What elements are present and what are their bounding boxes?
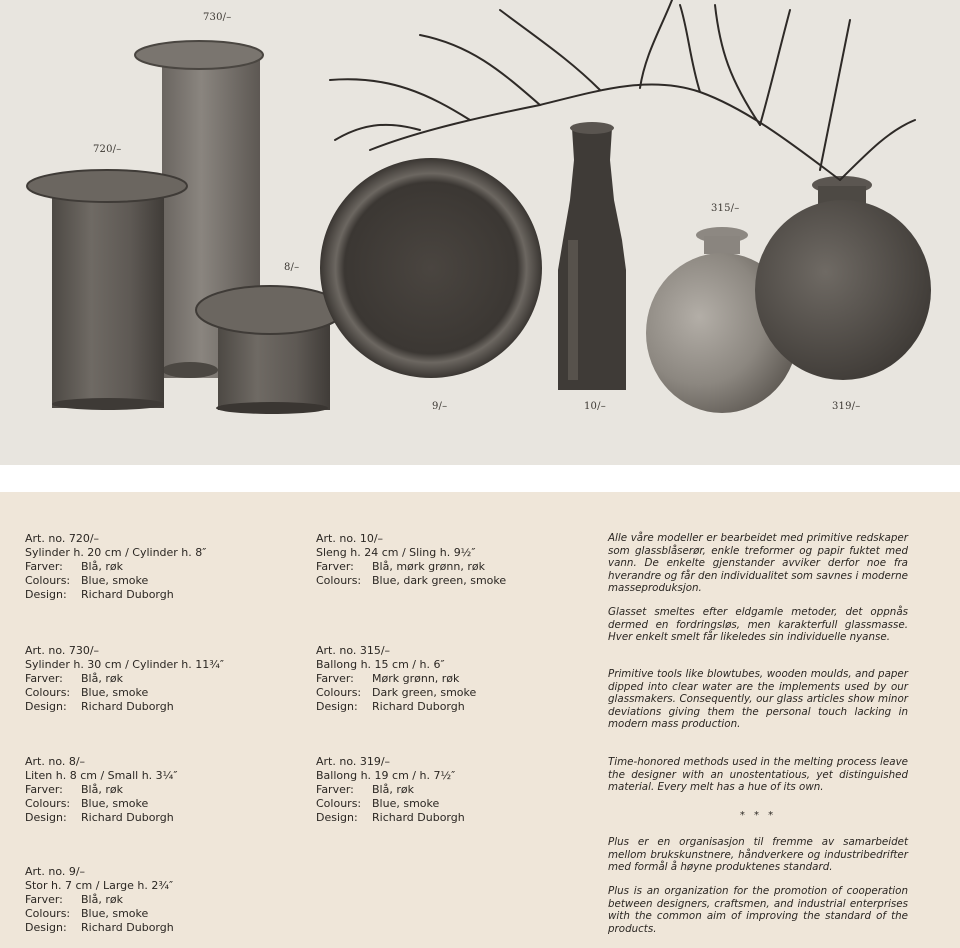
colours-key: Colours: — [25, 797, 71, 810]
small-bowl-8 — [196, 286, 344, 414]
design-value: Richard Duborgh — [81, 921, 174, 934]
label-9: 9/– — [432, 401, 448, 412]
label-10: 10/– — [584, 401, 606, 412]
colours-value: Blue, dark green, smoke — [372, 574, 507, 587]
size-line: Sleng h. 24 cm / Sling h. 9½″ — [316, 546, 476, 559]
label-8: 8/– — [284, 262, 300, 273]
size-line: Ballong h. 15 cm / h. 6″ — [316, 658, 445, 671]
farver-key: Farver: — [25, 893, 63, 906]
design-value: Richard Duborgh — [372, 811, 465, 824]
colours-value: Blue, smoke — [81, 574, 149, 587]
size-line: Stor h. 7 cm / Large h. 2¾″ — [25, 879, 174, 892]
art-number: Art. no. 730/– — [25, 644, 100, 657]
label-730: 730/– — [203, 12, 232, 23]
size-line: Ballong h. 19 cm / h. 7½″ — [316, 769, 456, 782]
farver-value: Blå, røk — [372, 783, 414, 796]
design-value: Richard Duborgh — [81, 588, 174, 601]
size-line: Sylinder h. 30 cm / Cylinder h. 11¾″ — [25, 658, 225, 671]
bottle-10 — [558, 122, 626, 390]
size-line: Sylinder h. 20 cm / Cylinder h. 8″ — [25, 546, 207, 559]
colours-value: Blue, smoke — [81, 797, 149, 810]
design-key: Design: — [25, 811, 67, 824]
farver-value: Blå, røk — [81, 672, 123, 685]
entry-9 — [25, 865, 174, 935]
entry-8 — [25, 755, 177, 825]
farver-key: Farver: — [316, 783, 354, 796]
plus-en: Plus is an organization for the promotion of cooperation between designers, craftsmen, and industrial enterprises with the common aim of improving the standard of the products. — [608, 885, 908, 935]
entry-10 — [316, 532, 506, 588]
entry-730 — [25, 644, 224, 714]
farver-key: Farver: — [25, 672, 63, 685]
colours-key: Colours: — [316, 686, 362, 699]
entry-315 — [316, 644, 476, 714]
design-key: Design: — [316, 811, 358, 824]
plate-9 — [320, 158, 542, 378]
label-319: 319/– — [832, 401, 861, 412]
label-315: 315/– — [711, 203, 740, 214]
colours-value: Blue, smoke — [81, 686, 149, 699]
colours-key: Colours: — [316, 574, 362, 587]
label-720: 720/– — [93, 144, 122, 155]
art-number: Art. no. 10/– — [316, 532, 384, 545]
farver-key: Farver: — [316, 560, 354, 573]
paragraph-no-2: Glasset smeltes efter eldgamle metoder, det oppnås dermed en fordringsløs, men karakterfull glassmasse. Hver enkelt smelt får likeledes sin individuelle nyanse. — [608, 606, 908, 643]
farver-value: Blå, mørk grønn, røk — [372, 560, 485, 573]
design-value: Richard Duborgh — [81, 700, 174, 713]
farver-key: Farver: — [316, 672, 354, 685]
farver-value: Blå, røk — [81, 893, 123, 906]
farver-key: Farver: — [25, 560, 63, 573]
farver-value: Blå, røk — [81, 783, 123, 796]
plus-no: Plus er en organisasjon til fremme av samarbeidet mellom brukskunstnere, håndverkere og industribedrifter med formål å høyne produktenes standard. — [608, 836, 908, 873]
entry-720 — [25, 532, 206, 602]
paragraph-en-2: Time-honored methods used in the melting process leave the designer with an unostentatious, yet distinguished material. Every melt has a hue of its own. — [608, 756, 908, 793]
colours-key: Colours: — [316, 797, 362, 810]
design-key: Design: — [316, 700, 358, 713]
product-photo — [0, 0, 960, 465]
entry-319 — [316, 755, 465, 825]
colours-value: Blue, smoke — [372, 797, 440, 810]
art-number: Art. no. 8/– — [25, 755, 86, 768]
colours-value: Blue, smoke — [81, 907, 149, 920]
art-number: Art. no. 9/– — [25, 865, 86, 878]
cylinder-720 — [27, 170, 187, 410]
colours-key: Colours: — [25, 574, 71, 587]
catalog-text-page — [0, 492, 960, 948]
design-key: Design: — [25, 921, 67, 934]
size-line: Liten h. 8 cm / Small h. 3¼″ — [25, 769, 178, 782]
colours-key: Colours: — [25, 907, 71, 920]
colours-value: Dark green, smoke — [372, 686, 477, 699]
ballong-319 — [755, 176, 931, 380]
branch — [330, 0, 915, 180]
art-number: Art. no. 315/– — [316, 644, 391, 657]
design-key: Design: — [25, 700, 67, 713]
art-number: Art. no. 720/– — [25, 532, 100, 545]
design-value: Richard Duborgh — [81, 811, 174, 824]
colours-key: Colours: — [25, 686, 71, 699]
paragraph-no-1: Alle våre modeller er bearbeidet med primitive redskaper som glassblåserør, enkle treformer og papir fuktet med vann. De enkelte gjenstander avviker derfor noe fra hverandre og får den individualitet som savnes i moderne masseproduksjon. — [608, 532, 908, 594]
farver-value: Mørk grønn, røk — [372, 672, 460, 685]
art-number: Art. no. 319/– — [316, 755, 391, 768]
design-value: Richard Duborgh — [372, 700, 465, 713]
design-key: Design: — [25, 588, 67, 601]
paragraph-en-1: Primitive tools like blowtubes, wooden moulds, and paper dipped into clear water are the implements used by our glassmakers. Consequently, our glass articles show minor deviations giving them the personal touch lacking in modern mass production. — [608, 668, 908, 730]
separator-stars: * * * — [739, 810, 777, 821]
glassware-illustration — [0, 0, 960, 465]
farver-value: Blå, røk — [81, 560, 123, 573]
farver-key: Farver: — [25, 783, 63, 796]
